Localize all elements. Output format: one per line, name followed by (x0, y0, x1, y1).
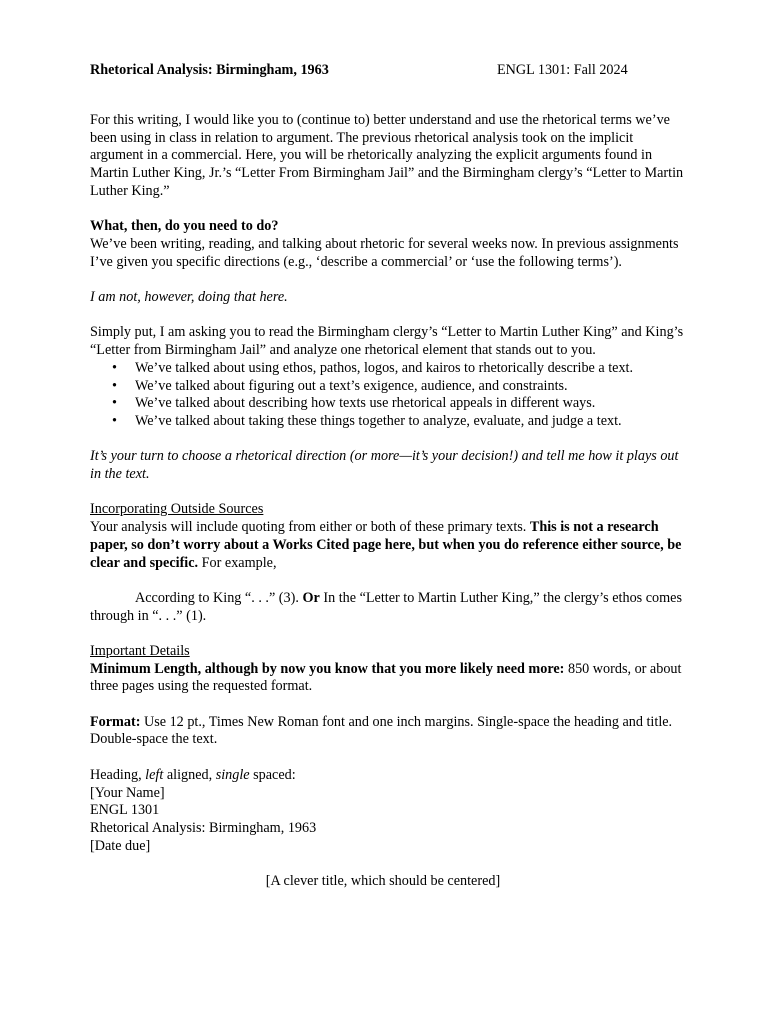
citation-example (90, 590, 690, 625)
document-header (90, 62, 690, 80)
heading-intro-left: left (145, 766, 164, 783)
assignment-title: Rhetorical Analysis: Birmingham, 1963 (90, 62, 329, 78)
heading-instructions (90, 767, 690, 785)
heading-intro-a: Heading, (90, 766, 146, 783)
sources-tail: For example, (198, 554, 277, 571)
list-item (90, 360, 690, 378)
example-clergy: In the “Letter to Martin Luther King,” the clergy’s ethos comes through in “. . .” (1). (90, 589, 682, 624)
list-item-text: We’ve talked about describing how texts use rhetorical appeals in different ways. (135, 395, 596, 412)
bullet-icon: • (112, 377, 117, 394)
bullet-icon: • (112, 395, 117, 412)
list-item-text: We’ve talked about using ethos, pathos, logos, and kairos to rhetorically describe a text. (135, 359, 634, 376)
length-label: Minimum Length, although by now you know that you more likely need more: (90, 660, 565, 677)
format-label: Format: (90, 713, 141, 730)
section-heading-details: Important Details (90, 642, 190, 659)
intro-paragraph: For this writing, I would like you to (continue to) better understand and use the rhetorical terms we’ve been using in class in relation to argument. The previous rhetorical analysis took on the implicit argument in a commercial. Here, you will be rhetorically analyzing the explicit arguments found in Martin Luther King, Jr.’s “Letter From Birmingham Jail” and the Birmingham clergy’s “Letter to Martin Luther King.” (90, 112, 684, 199)
heading-line-date: [Date due] (90, 837, 151, 854)
simply-put-paragraph: Simply put, I am asking you to read the Birmingham clergy’s “Letter to Martin Luther King” and King’s “Letter from Birmingham Jail” and analyze one rhetorical element that stands out to you. (90, 324, 684, 359)
list-item-text: We’ve talked about taking these things together to analyze, evaluate, and judge a text. (135, 412, 622, 429)
centered-title-example: [A clever title, which should be centered] (265, 873, 501, 890)
course-label: ENGL 1301: Fall 2024 (497, 62, 628, 78)
example-or: Or (302, 589, 320, 606)
length-value: 850 words, or about three pages using the requested format. (90, 660, 682, 695)
bullet-icon: • (112, 412, 117, 429)
sources-bold: This is not a research paper, so don’t worry about a Works Cited page here, but when you do reference either source, be clear and specific. (90, 519, 682, 571)
example-king: According to King “. . .” (3). (135, 589, 303, 606)
not-here-line: I am not, however, doing that here. (90, 289, 288, 305)
bullet-icon: • (112, 359, 117, 376)
list-item (90, 413, 690, 431)
section-heading-what: What, then, do you need to do? (90, 218, 279, 235)
length-paragraph (90, 661, 690, 696)
heading-intro-c: spaced: (249, 766, 296, 783)
what-paragraph: We’ve been writing, reading, and talking about rhetoric for several weeks now. In previous assignments I’ve given you specific directions (e.g., ‘describe a commercial’ or ‘use the following terms’). (90, 235, 679, 270)
heading-line-title: Rhetorical Analysis: Birmingham, 1963 (90, 819, 317, 836)
section-heading-sources: Incorporating Outside Sources (90, 501, 264, 518)
format-paragraph (90, 714, 690, 749)
list-item (90, 395, 690, 413)
document-page (90, 62, 690, 891)
sources-paragraph (90, 519, 690, 572)
heading-intro-single: single (215, 766, 250, 783)
bullet-list (90, 360, 690, 431)
heading-line-course: ENGL 1301 (90, 802, 160, 819)
sources-lead: Your analysis will include quoting from either or both of these primary texts. (90, 519, 530, 536)
your-turn-paragraph: It’s your turn to choose a rhetorical direction (or more—it’s your decision!) and tell me how it plays out in the text. (90, 448, 679, 482)
heading-intro-b: aligned, (163, 766, 216, 783)
heading-line-name: [Your Name] (90, 784, 165, 801)
format-value: Use 12 pt., Times New Roman font and one inch margins. Single-space the heading and title. Double-space the text. (90, 713, 673, 748)
list-item-text: We’ve talked about figuring out a text’s exigence, audience, and constraints. (135, 377, 568, 394)
list-item (90, 378, 690, 396)
